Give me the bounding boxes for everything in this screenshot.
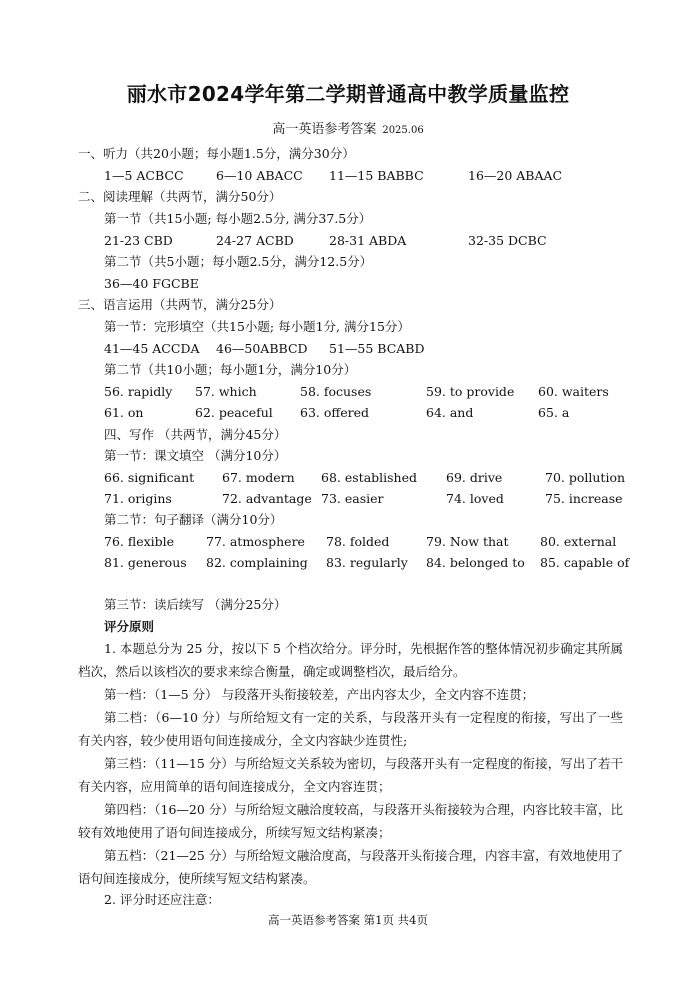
answer-item: 78. folded (326, 534, 390, 549)
answer-group: 28-31 ABDA (329, 233, 407, 248)
answer-item: 71. origins (104, 491, 172, 506)
listening-header: 一、听力（共20小题；每小题1.5分，满分30分） (78, 146, 355, 161)
level-5-description: 第五档：（21—25 分）与所给短文融洽度高，与段落开头衔接合理，内容丰富，有效地使用了语句间连接成分，使所续写短文结构紧凑。 (78, 848, 623, 886)
answer-item: 72. advantage (222, 491, 312, 506)
fill-row-1 (0, 470, 696, 486)
translate-row-2 (0, 555, 696, 571)
continuation-header: 第三节：读后续写 （满分25分） (104, 597, 287, 612)
grammar-row-2 (0, 405, 696, 421)
answer-group: 51—55 BCABD (329, 341, 425, 356)
answer-item: 68. established (321, 470, 418, 485)
reading-part1-answers (0, 233, 696, 249)
page-subtitle (0, 118, 696, 137)
level-1-description: 第一档：（1—5 分） 与段落开头衔接较差，产出内容太少，全文内容不连贯； (104, 687, 535, 702)
answer-item: 62. peaceful (195, 405, 273, 420)
writing-header: 四、写作 （共两节，满分45分） (104, 427, 287, 442)
subtitle-text: 高一英语参考答案 (272, 122, 377, 137)
criteria-header: 评分原则 (104, 619, 155, 634)
reading-part1-header: 第一节（共15小题; 每小题2.5分, 满分37.5分） (104, 211, 372, 226)
criteria-paragraph: 1. 本题总分为 25 分，按以下 5 个档次给分。评分时，先根据作答的整体情况初步确定其所属档次，然后以该档次的要求来综合衡量，确定或调整档次，最后给分。 (78, 641, 623, 679)
answer-item: 73. easier (321, 491, 384, 506)
answer-item: 80. external (540, 534, 617, 549)
fill-row-2 (0, 491, 696, 507)
answer-group: 21-23 CBD (104, 233, 173, 248)
answer-item: 66. significant (104, 470, 195, 485)
answer-item: 76. flexible (104, 534, 175, 549)
answer-item: 58. focuses (300, 384, 372, 399)
listening-answers (0, 168, 696, 184)
answer-group: 6—10 ABACC (216, 168, 303, 183)
answer-item: 85. capable of (540, 555, 630, 570)
answer-group: 11—15 BABBC (329, 168, 424, 183)
grammar-row-1 (0, 384, 696, 400)
answer-item: 59. to provide (426, 384, 515, 399)
answer-item: 56. rapidly (104, 384, 173, 399)
translate-row-1 (0, 534, 696, 550)
answer-item: 60. waiters (538, 384, 609, 399)
answer-group: 1—5 ACBCC (104, 168, 184, 183)
answer-item: 83. regularly (326, 555, 408, 570)
fill-header: 第一节：课文填空 （满分10分） (104, 448, 287, 463)
answer-item: 61. on (104, 405, 144, 420)
answer-item: 64. and (426, 405, 474, 420)
answer-item: 67. modern (222, 470, 295, 485)
answer-item: 69. drive (446, 470, 503, 485)
translate-header: 第二节：句子翻译（满分10分） (104, 512, 283, 527)
answer-item: 84. belonged to (426, 555, 525, 570)
cloze-header: 第一节：完形填空（共15小题; 每小题1分, 满分15分） (104, 319, 410, 334)
answer-item: 74. loved (446, 491, 504, 506)
page-footer: 高一英语参考答案 第1页 共4页 (268, 913, 428, 927)
page-title: 丽水市2024学年第二学期普通高中教学质量监控 (126, 82, 570, 106)
level-4-description: 第四档：（16—20 分）与所给短文融洽度较高，与段落开头衔接较为合理，内容比较丰富，比较有效地使用了语句间连接成分，所续写短文结构紧凑； (78, 802, 623, 840)
answer-group: 32-35 DCBC (468, 233, 547, 248)
answer-group: 24-27 ACBD (216, 233, 294, 248)
answer-item: 63. offered (300, 405, 370, 420)
level-3-description: 第三档：（11—15 分）与所给短文关系较为密切，与段落开头有一定程度的衔接，写出了若干有关内容，应用简单的语句间连接成分，全文内容连贯； (78, 756, 623, 794)
reading-header: 二、阅读理解（共两节，满分50分） (78, 189, 282, 204)
answer-item: 75. increase (545, 491, 623, 506)
reading-part2-header: 第二节（共5小题；每小题2.5分，满分12.5分） (104, 254, 373, 269)
answer-item: 65. a (538, 405, 570, 420)
answer-group: 16—20 ABAAC (468, 168, 563, 183)
cloze-answers (0, 341, 696, 357)
language-header: 三、语言运用（共两节，满分25分） (78, 297, 282, 312)
answer-group: 46—50ABBCD (216, 341, 308, 356)
scoring-note: 2. 评分时还应注意： (104, 892, 220, 907)
exam-date: 2025.06 (382, 125, 424, 136)
level-2-description: 第二档：（6—10 分）与所给短文有一定的关系，与段落开头有一定程度的衔接，写出了一些有关内容，较少使用语句间连接成分，全文内容缺少连贯性; (78, 710, 623, 748)
answer-item: 81. generous (104, 555, 187, 570)
answer-item: 79. Now that (426, 534, 509, 549)
answer-item: 77. atmosphere (206, 534, 305, 549)
reading-part2-answers: 36—40 FGCBE (104, 276, 199, 291)
grammar-header: 第二节（共10小题；每小题1分，满分10分） (104, 362, 357, 377)
answer-group: 41—45 ACCDA (104, 341, 200, 356)
answer-item: 57. which (195, 384, 257, 399)
answer-item: 82. complaining (206, 555, 308, 570)
answer-item: 70. pollution (545, 470, 626, 485)
